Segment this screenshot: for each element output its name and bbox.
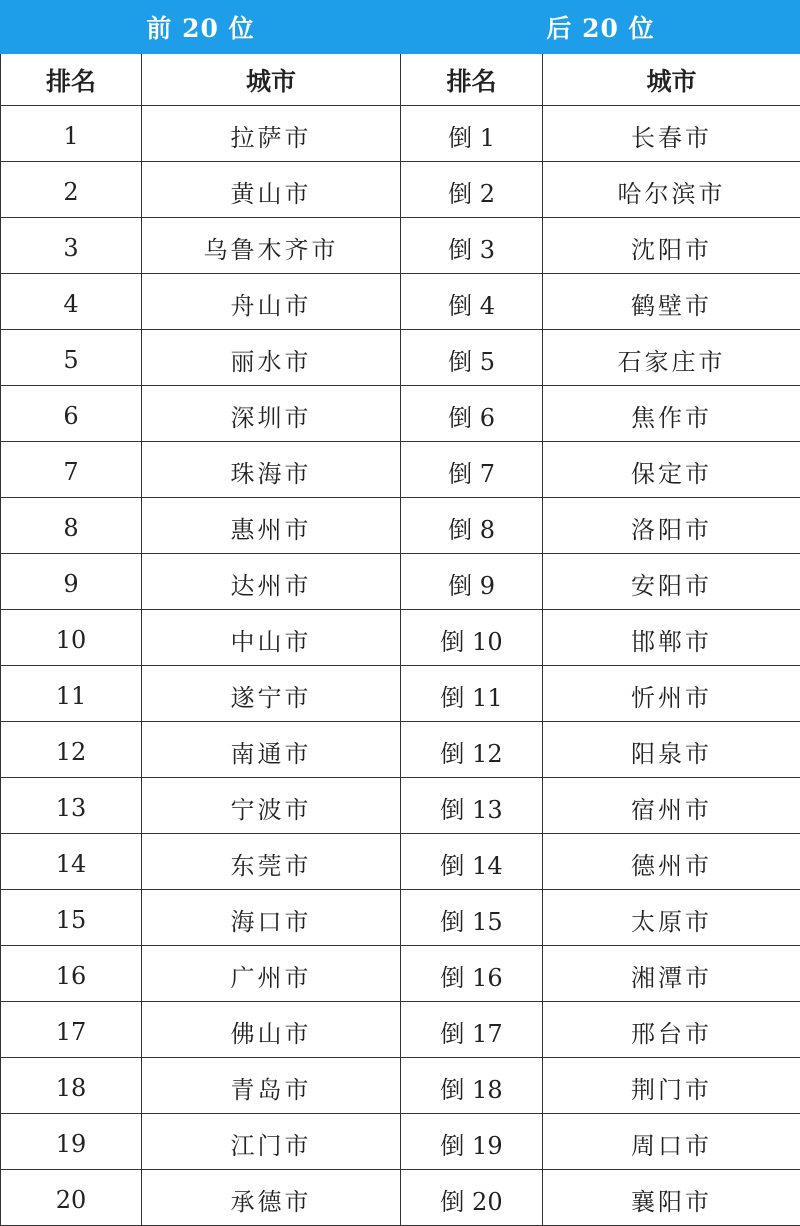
reverse-city-cell: 洛阳市 bbox=[543, 498, 800, 554]
group-header-row bbox=[1, 1, 800, 54]
city-cell: 宁波市 bbox=[142, 778, 401, 834]
city-column-header: 城市 bbox=[142, 54, 401, 106]
rank-cell: 4 bbox=[1, 274, 142, 330]
reverse-rank-cell: 倒 2 bbox=[401, 162, 543, 218]
table-body bbox=[1, 106, 800, 1226]
table-row bbox=[1, 1114, 800, 1170]
city-cell: 乌鲁木齐市 bbox=[142, 218, 401, 274]
table-row bbox=[1, 666, 800, 722]
reverse-city-cell: 阳泉市 bbox=[543, 722, 800, 778]
reverse-city-cell: 德州市 bbox=[543, 834, 800, 890]
rank-cell: 16 bbox=[1, 946, 142, 1002]
reverse-city-cell: 石家庄市 bbox=[543, 330, 800, 386]
city-cell: 青岛市 bbox=[142, 1058, 401, 1114]
rank-cell: 5 bbox=[1, 330, 142, 386]
city-cell: 佛山市 bbox=[142, 1002, 401, 1058]
reverse-city-cell: 襄阳市 bbox=[543, 1170, 800, 1226]
reverse-rank-cell: 倒 16 bbox=[401, 946, 543, 1002]
reverse-city-cell: 宿州市 bbox=[543, 778, 800, 834]
reverse-rank-cell: 倒 15 bbox=[401, 890, 543, 946]
city-cell: 广州市 bbox=[142, 946, 401, 1002]
reverse-rank-cell: 倒 9 bbox=[401, 554, 543, 610]
rank-cell: 8 bbox=[1, 498, 142, 554]
city-cell: 遂宁市 bbox=[142, 666, 401, 722]
table-row bbox=[1, 722, 800, 778]
top-20-header: 前 20 位 bbox=[1, 1, 401, 54]
reverse-city-cell: 周口市 bbox=[543, 1114, 800, 1170]
city-cell: 东莞市 bbox=[142, 834, 401, 890]
rank-cell: 19 bbox=[1, 1114, 142, 1170]
reverse-rank-cell: 倒 13 bbox=[401, 778, 543, 834]
reverse-city-cell: 安阳市 bbox=[543, 554, 800, 610]
city-cell: 惠州市 bbox=[142, 498, 401, 554]
reverse-rank-cell: 倒 1 bbox=[401, 106, 543, 162]
reverse-city-cell: 哈尔滨市 bbox=[543, 162, 800, 218]
reverse-rank-cell: 倒 10 bbox=[401, 610, 543, 666]
reverse-rank-cell: 倒 6 bbox=[401, 386, 543, 442]
table-row bbox=[1, 330, 800, 386]
reverse-rank-cell: 倒 14 bbox=[401, 834, 543, 890]
rank-cell: 9 bbox=[1, 554, 142, 610]
reverse-rank-cell: 倒 7 bbox=[401, 442, 543, 498]
city-cell: 江门市 bbox=[142, 1114, 401, 1170]
table-row bbox=[1, 834, 800, 890]
reverse-rank-cell: 倒 3 bbox=[401, 218, 543, 274]
city-cell: 承德市 bbox=[142, 1170, 401, 1226]
reverse-city-cell: 沈阳市 bbox=[543, 218, 800, 274]
rank-cell: 7 bbox=[1, 442, 142, 498]
city-cell: 深圳市 bbox=[142, 386, 401, 442]
rank-cell: 3 bbox=[1, 218, 142, 274]
reverse-rank-cell: 倒 17 bbox=[401, 1002, 543, 1058]
reverse-rank-cell: 倒 11 bbox=[401, 666, 543, 722]
reverse-rank-cell: 倒 12 bbox=[401, 722, 543, 778]
city-cell: 丽水市 bbox=[142, 330, 401, 386]
city-cell: 中山市 bbox=[142, 610, 401, 666]
reverse-city-cell: 焦作市 bbox=[543, 386, 800, 442]
rank-column-header: 排名 bbox=[1, 54, 142, 106]
city-cell: 海口市 bbox=[142, 890, 401, 946]
reverse-rank-cell: 倒 19 bbox=[401, 1114, 543, 1170]
bottom-20-header: 后 20 位 bbox=[401, 1, 800, 54]
rank-cell: 14 bbox=[1, 834, 142, 890]
reverse-city-column-header: 城市 bbox=[543, 54, 800, 106]
reverse-city-cell: 太原市 bbox=[543, 890, 800, 946]
table-row bbox=[1, 1058, 800, 1114]
table-row bbox=[1, 1002, 800, 1058]
reverse-city-cell: 荆门市 bbox=[543, 1058, 800, 1114]
table-row bbox=[1, 218, 800, 274]
reverse-city-cell: 湘潭市 bbox=[543, 946, 800, 1002]
rank-cell: 17 bbox=[1, 1002, 142, 1058]
reverse-rank-column-header: 排名 bbox=[401, 54, 543, 106]
city-cell: 珠海市 bbox=[142, 442, 401, 498]
reverse-city-cell: 忻州市 bbox=[543, 666, 800, 722]
table-row bbox=[1, 778, 800, 834]
table-row bbox=[1, 610, 800, 666]
column-header-row bbox=[1, 54, 800, 106]
rank-cell: 11 bbox=[1, 666, 142, 722]
table-row bbox=[1, 498, 800, 554]
reverse-rank-cell: 倒 20 bbox=[401, 1170, 543, 1226]
table-row bbox=[1, 162, 800, 218]
city-cell: 达州市 bbox=[142, 554, 401, 610]
rank-cell: 1 bbox=[1, 106, 142, 162]
table-row bbox=[1, 890, 800, 946]
reverse-city-cell: 长春市 bbox=[543, 106, 800, 162]
reverse-city-cell: 邯郸市 bbox=[543, 610, 800, 666]
table-row bbox=[1, 1170, 800, 1226]
city-cell: 舟山市 bbox=[142, 274, 401, 330]
table-row bbox=[1, 946, 800, 1002]
city-cell: 拉萨市 bbox=[142, 106, 401, 162]
city-cell: 黄山市 bbox=[142, 162, 401, 218]
reverse-city-cell: 鹤壁市 bbox=[543, 274, 800, 330]
rank-cell: 2 bbox=[1, 162, 142, 218]
table-row bbox=[1, 554, 800, 610]
rank-cell: 18 bbox=[1, 1058, 142, 1114]
reverse-rank-cell: 倒 4 bbox=[401, 274, 543, 330]
table-row bbox=[1, 274, 800, 330]
reverse-rank-cell: 倒 8 bbox=[401, 498, 543, 554]
rank-cell: 6 bbox=[1, 386, 142, 442]
reverse-rank-cell: 倒 5 bbox=[401, 330, 543, 386]
table-row bbox=[1, 442, 800, 498]
rank-cell: 13 bbox=[1, 778, 142, 834]
table-row bbox=[1, 106, 800, 162]
rank-cell: 15 bbox=[1, 890, 142, 946]
reverse-city-cell: 邢台市 bbox=[543, 1002, 800, 1058]
city-cell: 南通市 bbox=[142, 722, 401, 778]
reverse-city-cell: 保定市 bbox=[543, 442, 800, 498]
rank-cell: 12 bbox=[1, 722, 142, 778]
reverse-rank-cell: 倒 18 bbox=[401, 1058, 543, 1114]
rank-cell: 20 bbox=[1, 1170, 142, 1226]
table-row bbox=[1, 386, 800, 442]
rank-cell: 10 bbox=[1, 610, 142, 666]
